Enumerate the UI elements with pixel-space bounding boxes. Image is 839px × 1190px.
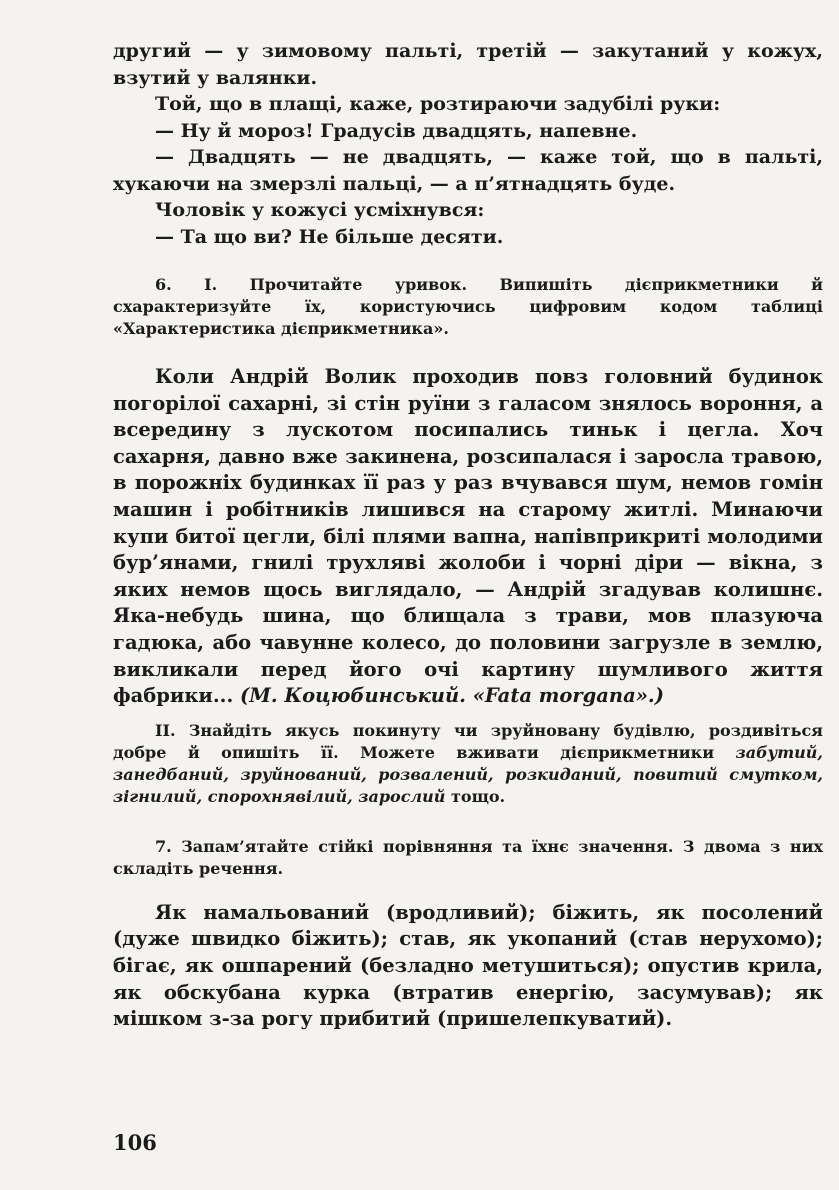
page-number: 106: [113, 1130, 157, 1155]
exercise-7-instruction: 7. Запам’ятайте стійкі порівняння та їхнє значення. З двома з них складіть речення.: [113, 836, 823, 878]
exercise-6-task: [113, 274, 823, 340]
task2-instruction: II. Знайдіть якусь покинуту чи зруйновану будівлю, роздивіться добре й опишіть її. Можете вживати дієприкметники: [113, 720, 823, 762]
passage-body: Коли Андрій Волик проходив повз головний будинок погорілої сахарні, зі стін руїни з галасом знялось вороння, а всередину з лускотом посипались тиньк і цегла. Хоч сахарня, давно вже закинена, розсипалася і заросла травою, в порожніх будинках її раз у раз вчувався шум, немов гомін машин і робітників лишився на старому житлі. Минаючи купи битої цегли, білі плями вапна, напівприкриті молодими бур’янами, гнилі трухляві жолоби і чорні діри — вікна, з яких немов щось виглядало, — Андрій згадував колишнє. Яка-небудь шина, що блищала з трави, мов плазуюча гадюка, або чавунне колесо, до половини загрузле в землю, викликали перед його очі картину шумливого життя фабрики...: [113, 365, 823, 708]
passage-citation: (М. Коцюбинський. «Fata morgana».): [240, 684, 664, 708]
dialog-line: — Ну й мороз! Градусів двадцять, напевне.: [155, 119, 638, 142]
task2-word-list: забутий, занедбаний, зруйнований, розвалений, розкиданий, повитий смутком, зігнилий, спорохнявілий, зарослий: [113, 742, 823, 806]
dialog-line: Чоловік у кожусі усміхнувся:: [155, 199, 485, 221]
exercise-6-part-2: [113, 720, 823, 808]
page-content: [113, 38, 823, 1033]
task2-end: тощо.: [450, 786, 506, 806]
comparisons-paragraph: Як намальований (вродливий); біжить, як посолений (дуже швидко біжить); став, як укопаний (став нерухомо); бігає, як ошпарений (безладно метушиться); опустив крила, як обскубана курка (втратив енергію, засумував); як мішком з-за рогу прибитий (пришелепкуватий).: [113, 900, 823, 1031]
dialog-line: Той, що в плащі, каже, розтираючи задубілі руки:: [155, 93, 721, 115]
comparisons-text: [113, 900, 823, 1033]
exercise-6-instruction: 6. I. Прочитайте уривок. Випишіть дієприкметники й схарактеризуйте їх, користуючись цифровим кодом таблиці «Характеристика дієприкметника».: [113, 275, 823, 338]
dialog-line: — Двадцять — не двадцять, — каже той, що в пальті, хукаючи на змерзлі пальці, — а п’ятнадцять буде.: [113, 146, 823, 195]
exercise-7-task: [113, 836, 823, 880]
dialog-line: — Та що ви? Не більше десяти.: [155, 225, 504, 248]
dialog-line: другий — у зимовому пальті, третій — закутаний у кожух, взутий у валянки.: [113, 40, 823, 89]
dialog-passage: [113, 38, 823, 250]
literary-passage: [113, 364, 823, 710]
exercise-6-part-2-text: [113, 720, 823, 808]
passage-text: [113, 364, 823, 710]
